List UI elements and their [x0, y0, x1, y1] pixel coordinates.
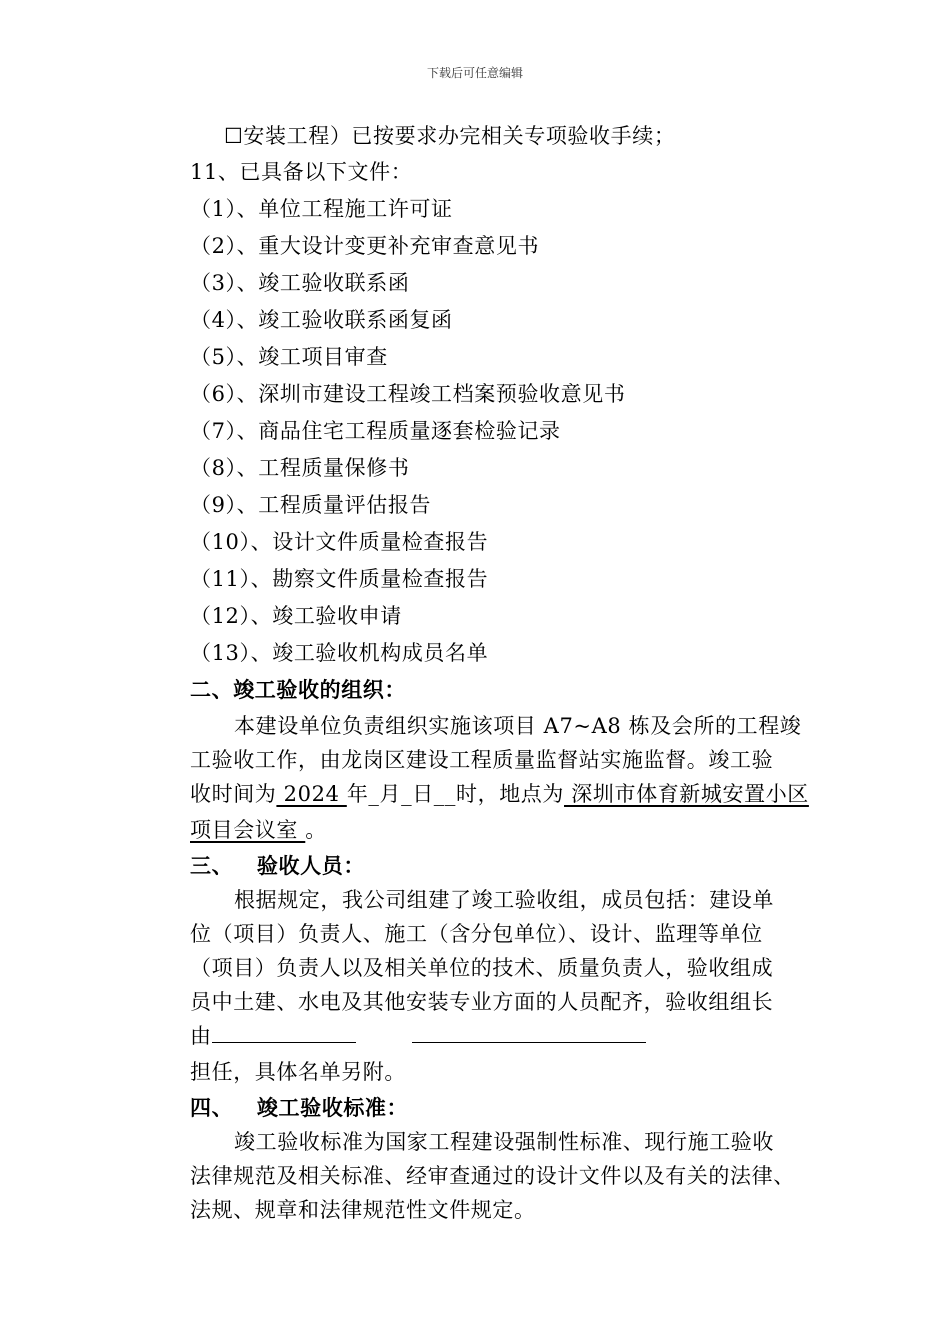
paragraph-line-leader	[190, 1022, 646, 1050]
text-span: 收时间为	[190, 782, 277, 806]
text-span: 由	[190, 1024, 212, 1048]
text-span: 。	[305, 818, 327, 842]
paragraph-line: 竣工验收标准为国家工程建设强制性标准、现行施工验收	[234, 1130, 774, 1154]
paragraph-line: 本建设单位负责组织实施该项目 A7~A8 栋及会所的工程竣	[234, 714, 802, 738]
paragraph-line: 法规、规章和法律规范性文件规定。	[190, 1198, 536, 1222]
list-item: （9）、工程质量评估报告	[190, 493, 432, 517]
list-item: （13）、竣工验收机构成员名单	[190, 641, 489, 665]
paragraph-line	[190, 816, 327, 844]
page-header: 下载后可任意编辑	[426, 66, 523, 80]
year-field: 2024	[276, 782, 347, 806]
section-heading-personnel: 三、 验收人员：	[190, 853, 365, 878]
list-item: （7）、商品住宅工程质量逐套检验记录	[190, 419, 561, 443]
paragraph-line: 根据规定，我公司组建了竣工验收组，成员包括：建设单	[234, 888, 774, 912]
place-field: 深圳市体育新城安置小区	[564, 782, 809, 806]
paragraph-line: 工验收工作，由龙岗区建设工程质量监督站实施监督。竣工验	[190, 748, 774, 772]
list-item: （12）、竣工验收申请	[190, 604, 402, 628]
list-item: （2）、重大设计变更补充审查意见书	[190, 234, 540, 258]
paragraph-line-date-place	[190, 780, 809, 808]
list-item: （6）、深圳市建设工程竣工档案预验收意见书	[190, 382, 626, 406]
text-span: 年_月_日__时，地点为	[346, 782, 565, 806]
list-item: （8）、工程质量保修书	[190, 456, 410, 480]
paragraph-line: 法律规范及相关标准、经审查通过的设计文件以及有关的法律、	[190, 1164, 795, 1188]
paragraph-line: 员中土建、水电及其他安装专业方面的人员配齐，验收组组长	[190, 990, 774, 1014]
list-item: （4）、竣工验收联系函复函	[190, 308, 453, 332]
leader-blank-1	[212, 1022, 356, 1043]
place-field-cont: 项目会议室	[190, 818, 306, 842]
paragraph-line: 位（项目）负责人、施工（含分包单位）、设计、监理等单位	[190, 922, 763, 946]
list-item: （1）、单位工程施工许可证	[190, 197, 453, 221]
paragraph-line: （项目）负责人以及相关单位的技术、质量负责人，验收组成	[190, 956, 774, 980]
list-item: （5）、竣工项目审查	[190, 345, 388, 369]
list-item: （3）、竣工验收联系函	[190, 271, 410, 295]
list-item: （10）、设计文件质量检查报告	[190, 530, 489, 554]
leader-blank-2	[412, 1022, 646, 1043]
paragraph-line: 担任，具体名单另附。	[190, 1060, 406, 1084]
line-install-complete: ☐安装工程）已按要求办完相关专项验收手续；	[224, 124, 676, 148]
list-item: （11）、勘察文件质量检查报告	[190, 567, 489, 591]
section-heading-standards: 四、 竣工验收标准：	[190, 1095, 409, 1120]
line-docs-ready: 11、已具备以下文件：	[190, 160, 413, 184]
section-heading-organization: 二、竣工验收的组织：	[190, 677, 406, 702]
